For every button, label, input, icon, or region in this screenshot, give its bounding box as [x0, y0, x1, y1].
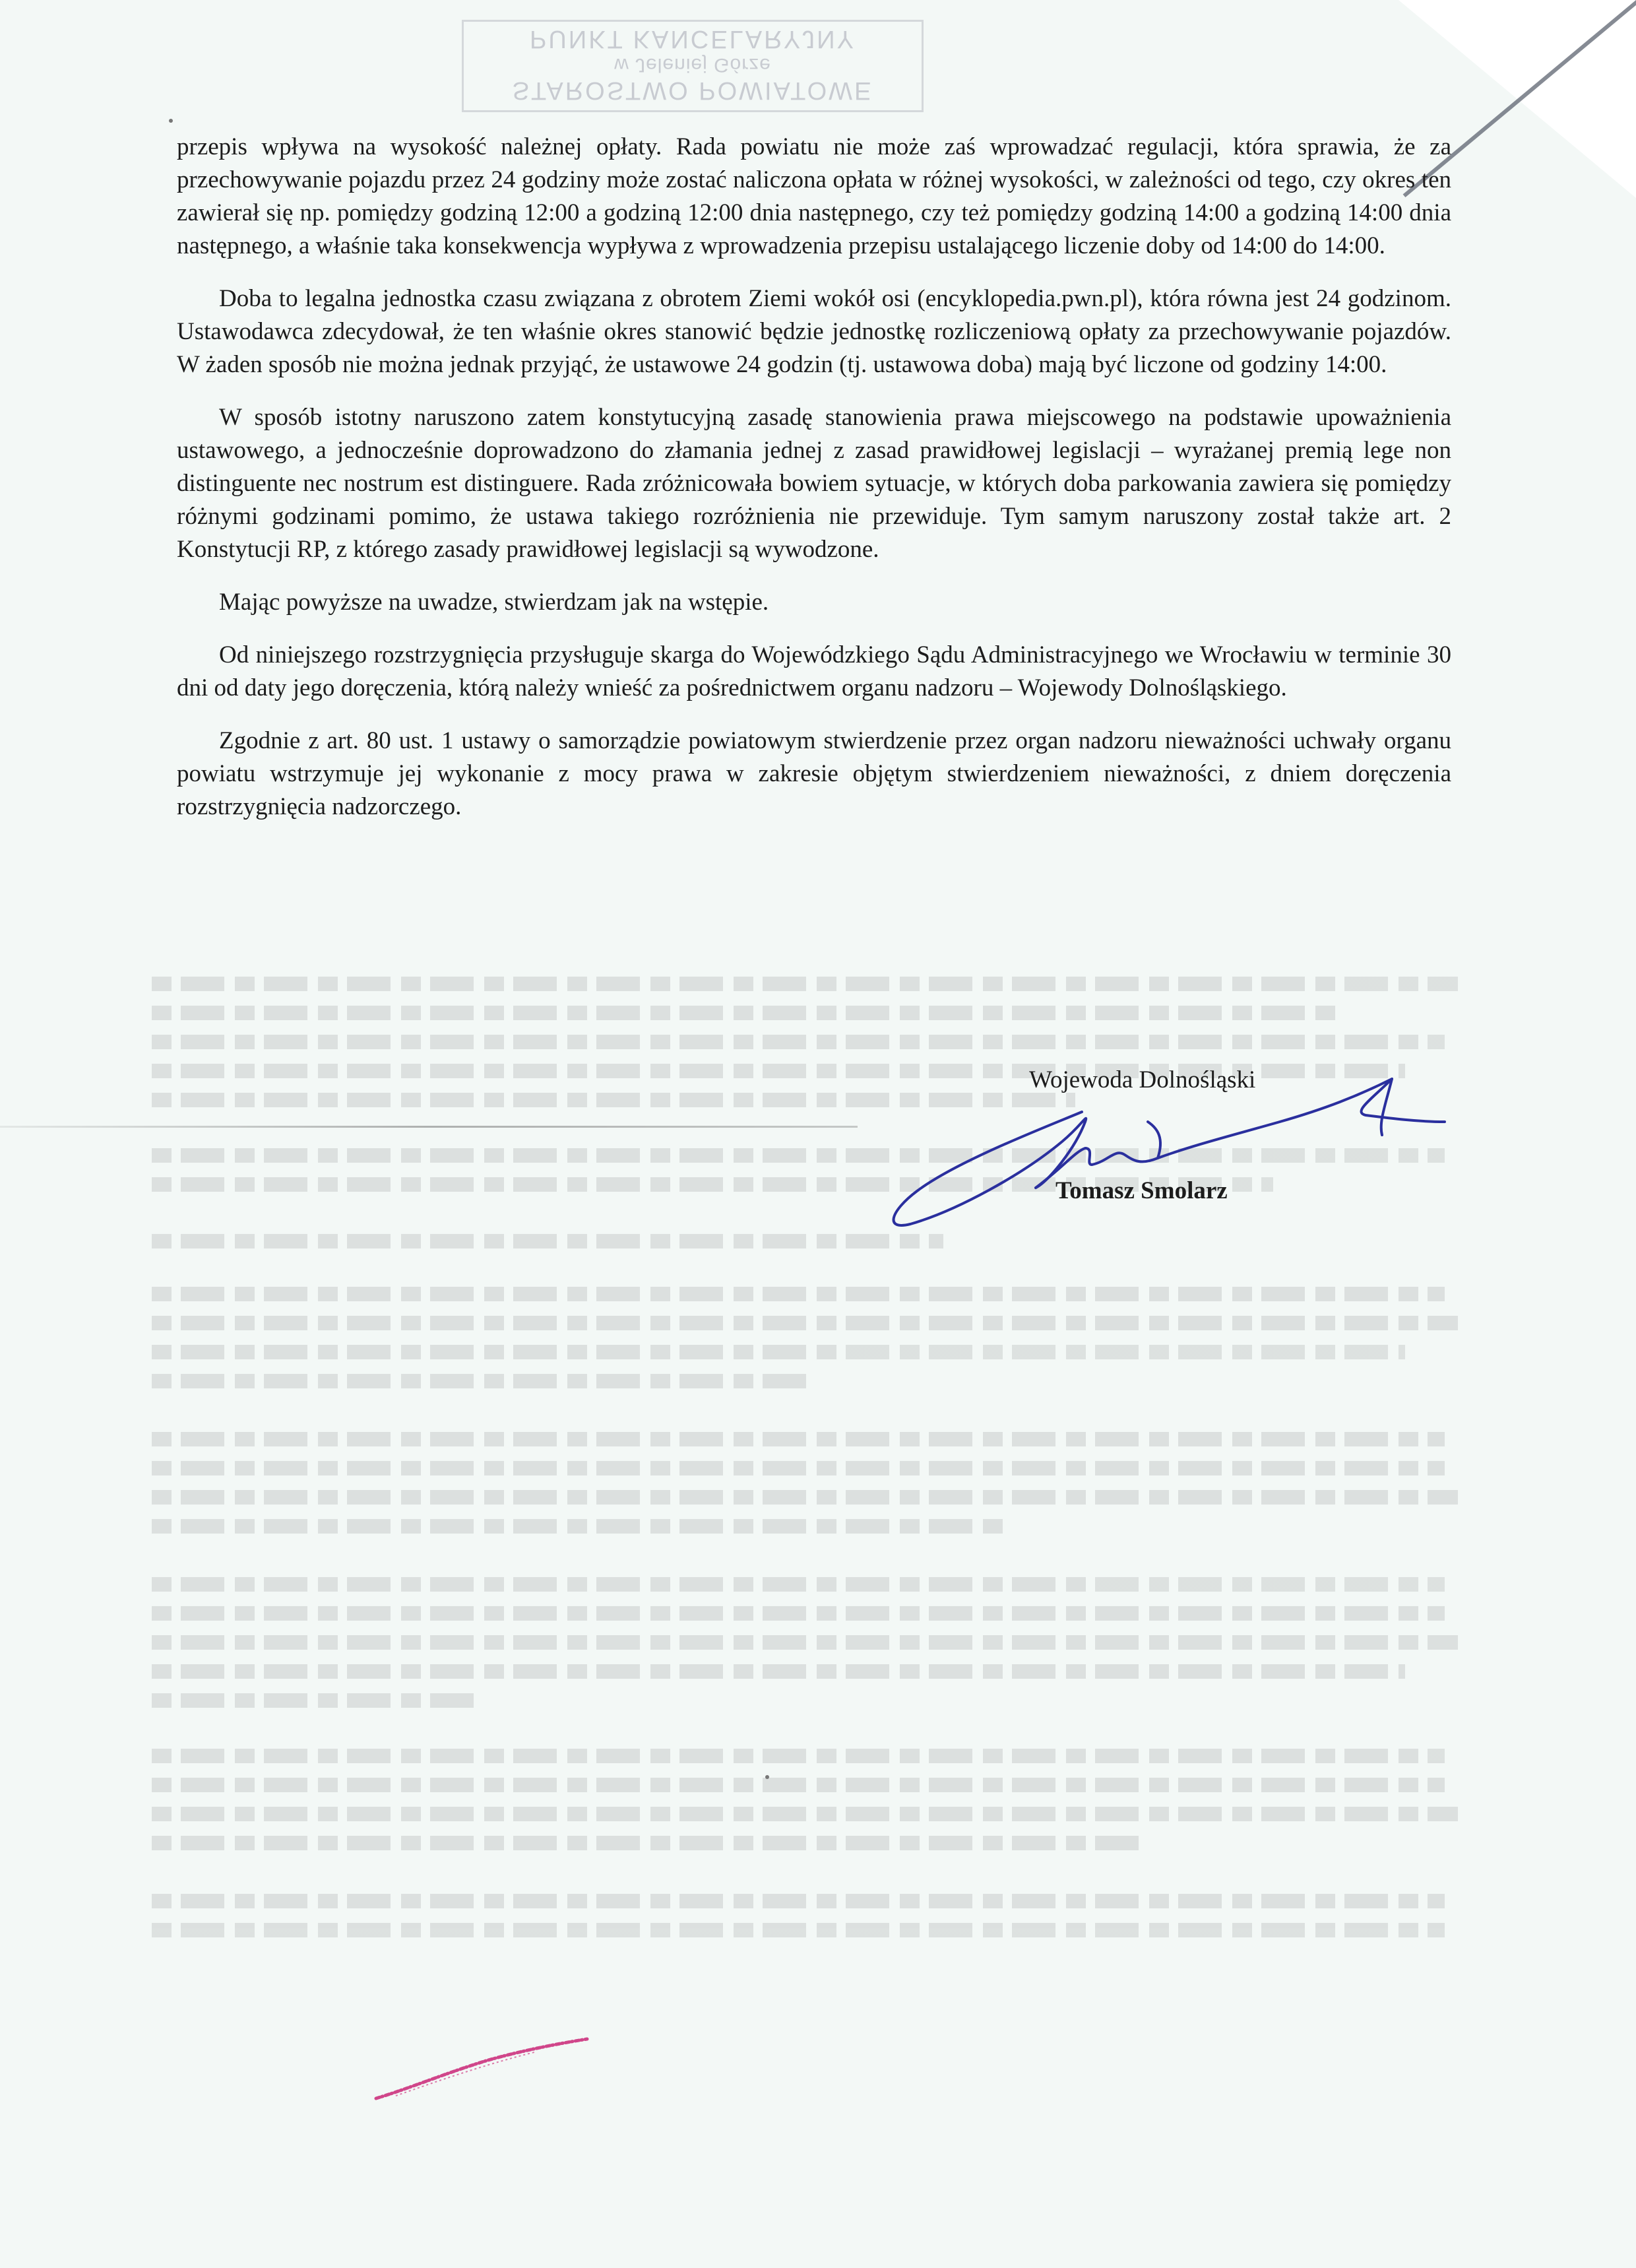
paragraph: Od niniejszego rozstrzygnięcia przysługuje skarga do Wojewódzkiego Sądu Administracyjnego we Wrocławiu w terminie 30 dni od daty jego doręczenia, którą należy wnieść za pośrednictwem organu nadzoru – Wojewody Dolnośląskiego. [177, 641, 1451, 701]
paragraph: Mając powyższe na uwadze, stwierdzam jak na wstępie. [219, 589, 769, 616]
pink-pen-mark [369, 2032, 594, 2105]
paragraph: przepis wpływa na wysokość należnej opłaty. Rada powiatu nie może zaś wprowadzać regulacji, która sprawia, że za przechowywanie pojazdu przez 24 godziny może zostać naliczona opłata w różnej wysokości, w zależności od tego, czy okres ten zawierał się np. pomiędzy godziną 12:00 a godziną 12:00 dnia następnego, czy też pomiędzy godziną 14:00 a godziną 14:00 dnia następnego, a właśnie taka konsekwencja wypływa z wprowadzenia przepisu ustalającego liczenie doby od 14:00 do 14:00. [177, 133, 1451, 259]
paragraph: Zgodnie z art. 80 ust. 1 ustawy o samorządzie powiatowym stwierdzenie przez organ nadzoru nieważności uchwały organu powiatu wstrzymuje jej wykonanie z mocy prawa w zakresie objętym stwierdzeniem nieważności, z dniem doręczenia rozstrzygnięcia nadzorczego. [177, 727, 1451, 820]
stamp-line-2: w Jeleniej Górze [614, 54, 771, 76]
handwritten-signature [825, 1049, 1484, 1247]
paper-fold-crease [0, 1126, 858, 1128]
paragraph: W sposób istotny naruszono zatem konstytucyjną zasadę stanowienia prawa miejscowego na podstawie upoważnienia ustawowego, a jednocześnie doprowadzono do złamania jednej z zasad prawidłowej legislacji – wyrażanej premią lege non distinguente nec nostrum est distinguere. Rada zróżnicowała bowiem sytuacje, w których doba parkowania zawiera się pomiędzy różnymi godzinami pomimo, że ustawa takiego rozróżnienia nie przewiduje. Tym samym naruszony został także art. 2 Konstytucji RP, z którego zasady prawidłowej legislacji są wywodzone. [177, 404, 1451, 563]
signer-name: Tomasz Smolarz [1055, 1177, 1228, 1204]
paper-speck [169, 119, 173, 123]
signer-title: Wojewoda Dolnośląski [1029, 1066, 1256, 1093]
reception-stamp [462, 20, 924, 112]
stamp-line-1: STAROSTWO POWIATOWE [512, 77, 873, 104]
paragraph: Doba to legalna jednostka czasu związana z obrotem Ziemi wokół osi (encyklopedia.pwn.pl), która równa jest 24 godzinom. Ustawodawca zdecydował, że ten właśnie okres stanowić będzie jednostkę rozliczeniową opłaty za przechowywanie pojazdów. W żaden sposób nie można jednak przyjąć, że ustawowe 24 godzin (tj. ustawowa doba) mają być liczone od godziny 14:00. [177, 285, 1451, 378]
document-body [177, 131, 1451, 843]
paper-speck [765, 1775, 769, 1779]
stamp-line-3: PUNKT KANCELARYJNY [530, 25, 856, 53]
